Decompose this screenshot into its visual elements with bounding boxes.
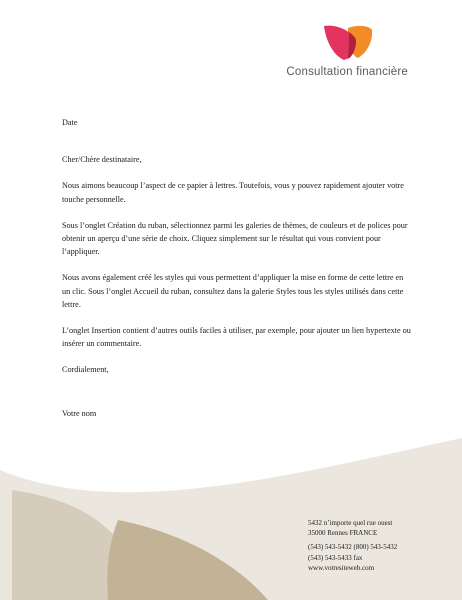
footer-fax: (543) 543-5433 fax: [308, 553, 363, 562]
letter-closing: Cordialement,: [62, 365, 109, 375]
letter-paragraph: L’onglet Insertion contient d’autres outils faciles à utiliser, par exemple, pour ajouter un lien hypertexte ou insérer un commentaire.: [62, 326, 411, 349]
company-name: Consultation financière: [286, 66, 408, 78]
footer-address-line2: 35000 Rennes FRANCE: [308, 529, 378, 538]
footer-address-line1: 5432 n’importe quel rue ouest: [308, 519, 393, 527]
letter-salutation: Cher/Chère destinataire,: [62, 155, 142, 165]
footer-phone: (543) 543-5432 (800) 543-5432: [308, 543, 398, 552]
letter-paragraph: Sous l’onglet Création du ruban, sélectionnez parmi les galeries de thèmes, de couleurs et de polices pour obtenir un aperçu d’une série de choix. Cliquez simplement sur le résultat qui vous convient pour l’appliquer.: [62, 220, 408, 257]
letter-paragraph: Nous avons également créé les styles qui vous permettent d’appliquer la mise en forme de cette lettre en un clic. Sous l’onglet Accueil du ruban, consultez dans la galerie Styles tous les styles utilisés dans cette lettre.: [62, 273, 404, 309]
overlapping-leaves-logo-icon: [318, 22, 374, 62]
letter-date: Date: [62, 118, 78, 127]
footer-website[interactable]: www.votresiteweb.com: [308, 563, 375, 572]
letter-paragraph: Nous aimons beaucoup l’aspect de ce papier à lettres. Toutefois, vous y pouvez rapidement ajouter votre touche personnelle.: [62, 181, 404, 204]
footer-contact-block: [308, 518, 397, 573]
letter-signature: Votre nom: [62, 408, 97, 418]
letter-body: [62, 116, 412, 420]
